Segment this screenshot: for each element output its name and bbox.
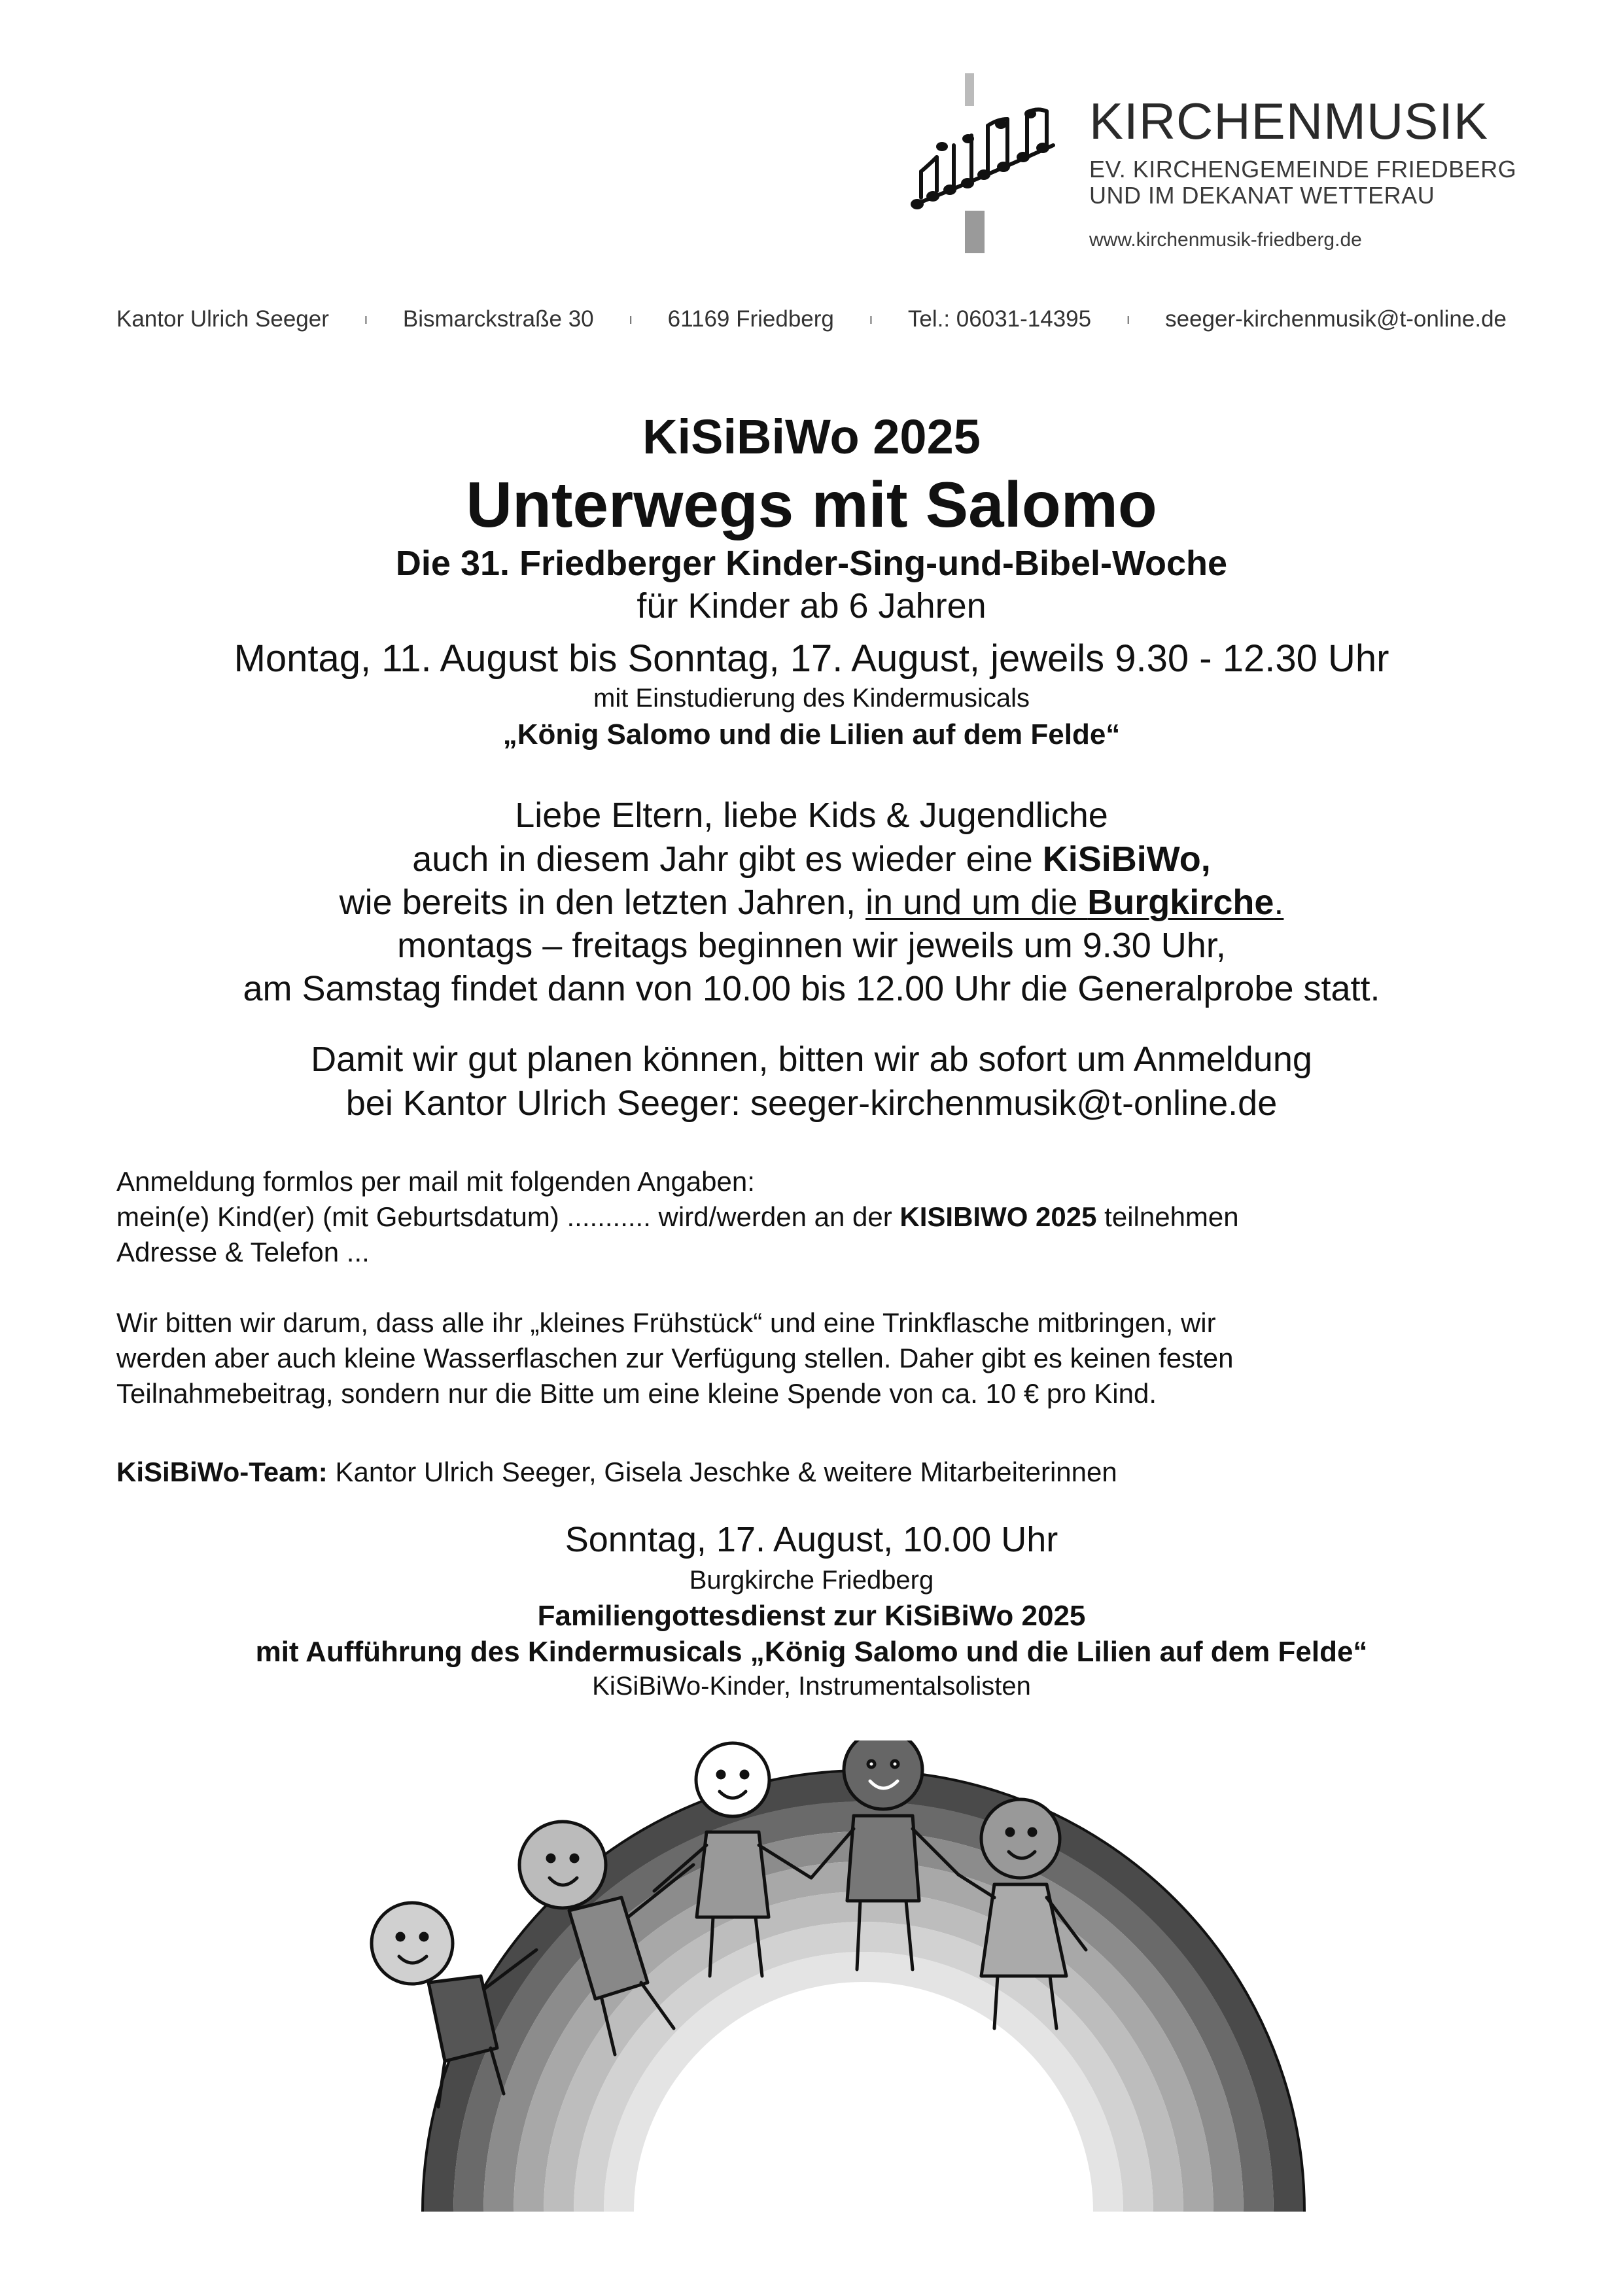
service-subtitle: mit Aufführung des Kindermusicals „König Salomo und die Lilien auf dem Felde“ (255, 1636, 1368, 1668)
kirchenmusik-logo-icon (903, 73, 1079, 256)
service-datetime: Sonntag, 17. August, 10.00 Uhr (565, 1520, 1058, 1559)
greeting-line4: montags – freitags beginnen wir jeweils um 9.30 Uhr, (397, 926, 1226, 965)
event-subtitle: Die 31. Friedberger Kinder-Sing-und-Bibel-Woche (395, 544, 1228, 583)
contact-city: 61169 Friedberg (667, 306, 834, 332)
location-suffix: . (1274, 883, 1284, 922)
greeting-line1: Liebe Eltern, liebe Kids & Jugendliche (515, 796, 1108, 835)
team-members: Kantor Ulrich Seeger, Gisela Jeschke & weitere Mitarbeiterinnen (327, 1457, 1117, 1487)
contact-line (116, 306, 1507, 332)
service-title: Familiengottesdienst zur KiSiBiWo 2025 (537, 1600, 1086, 1632)
contact-phone: Tel.: 06031-14395 (907, 306, 1092, 332)
brand-subtitle-line1: EV. KIRCHENGEMEINDE FRIEDBERG (1089, 156, 1517, 183)
contact-separator: ı (629, 311, 633, 327)
contact-separator: ı (1126, 311, 1130, 327)
event-title: KiSiBiWo 2025 (642, 410, 981, 464)
musical-title: „König Salomo und die Lilien auf dem Felde“ (502, 718, 1121, 751)
location-name: Burgkirche (1087, 883, 1274, 922)
registration-call-line2: bei Kantor Ulrich Seeger: seeger-kirchenmusik@t-online.de (345, 1084, 1278, 1123)
event-main-title: Unterwegs mit Salomo (466, 468, 1157, 540)
contact-email: seeger-kirchenmusik@t-online.de (1165, 306, 1507, 332)
registration-details-line1: Anmeldung formlos per mail mit folgenden Angaben: (116, 1166, 755, 1197)
greeting-line3-text: wie bereits in den letzten Jahren, (339, 883, 866, 922)
registration-details-suffix: teilnehmen (1096, 1201, 1239, 1232)
registration-call-line1: Damit wir gut planen können, bitten wir ab sofort um Anmeldung (311, 1040, 1312, 1079)
children-rainbow-illustration (366, 1740, 1315, 2212)
breakfast-note-line3: Teilnahmebeitrag, sondern nur die Bitte um eine kleine Spende von ca. 10 € pro Kind. (116, 1378, 1157, 1409)
team-label: KiSiBiWo-Team: (116, 1457, 328, 1487)
brand-url: www.kirchenmusik-friedberg.de (1089, 229, 1362, 251)
greeting-line5: am Samstag findet dann von 10.00 bis 12.00 Uhr die Generalprobe statt. (243, 969, 1380, 1008)
greeting-line2-text: auch in diesem Jahr gibt es wieder eine (412, 839, 1043, 879)
greeting-line3 (0, 882, 1623, 923)
contact-separator: ı (869, 311, 873, 327)
greeting-line2 (0, 839, 1623, 879)
registration-details-line3: Adresse & Telefon ... (116, 1237, 370, 1267)
contact-name: Kantor Ulrich Seeger (116, 306, 329, 332)
team-line (116, 1457, 1117, 1488)
breakfast-note-line1: Wir bitten wir darum, dass alle ihr „kleines Frühstück“ und eine Trinkflasche mitbringen, wir (116, 1307, 1216, 1338)
brand-title: KIRCHENMUSIK (1089, 92, 1489, 150)
brand-subtitle-line2: UND IM DEKANAT WETTERAU (1089, 182, 1435, 209)
breakfast-note-line2: werden aber auch kleine Wasserflaschen zur Verfügung stellen. Daher gibt es keinen festen (116, 1343, 1234, 1373)
musical-intro: mit Einstudierung des Kindermusicals (593, 684, 1030, 713)
service-location: Burgkirche Friedberg (689, 1566, 934, 1595)
event-audience: für Kinder ab 6 Jahren (637, 586, 986, 626)
registration-details-bold: KISIBIWO 2025 (899, 1201, 1097, 1232)
event-dates: Montag, 11. August bis Sonntag, 17. August, jeweils 9.30 - 12.30 Uhr (234, 637, 1389, 680)
contact-separator: ı (364, 311, 368, 327)
location-underlined (865, 883, 1283, 922)
greeting-line2-bold: KiSiBiWo, (1042, 839, 1211, 879)
registration-details-line2 (116, 1201, 1239, 1233)
contact-street: Bismarckstraße 30 (402, 306, 594, 332)
registration-details-text: mein(e) Kind(er) (mit Geburtsdatum) ........... wird/werden an der (116, 1201, 900, 1232)
location-prefix: in und um die (865, 883, 1088, 922)
service-performers: KiSiBiWo-Kinder, Instrumentalsolisten (592, 1672, 1031, 1701)
